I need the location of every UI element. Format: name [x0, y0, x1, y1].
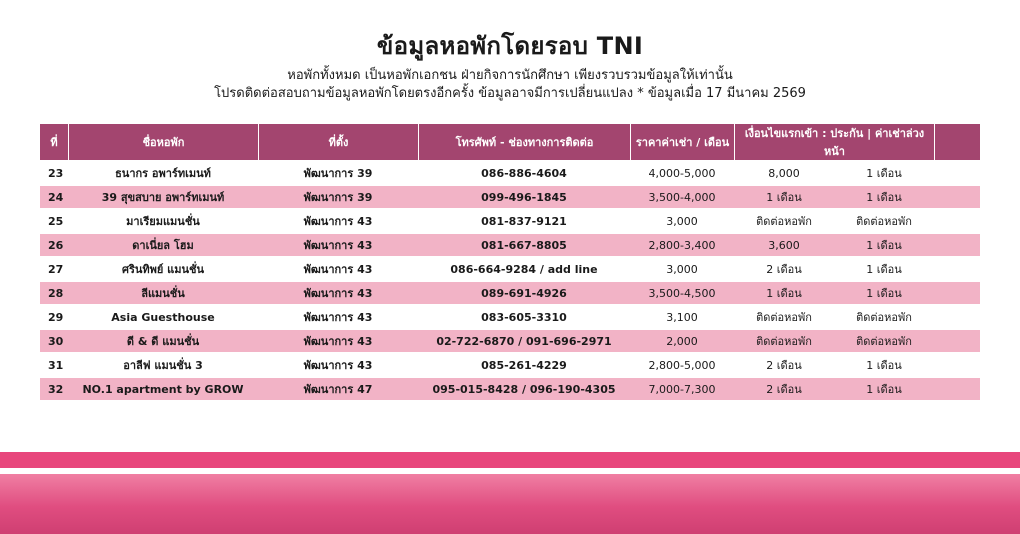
cell-phone: 081-667-8805 — [418, 234, 630, 256]
cell-rent: 2,000 — [630, 330, 734, 352]
table-row — [40, 354, 980, 376]
cell-rent: 3,000 — [630, 210, 734, 232]
cell-name: Asia Guesthouse — [68, 306, 258, 328]
cell-advance: 1 เดือน — [834, 234, 934, 256]
header-location: ที่ตั้ง — [258, 124, 418, 160]
cell-deposit: 1 เดือน — [734, 282, 834, 304]
cell-spacer — [934, 258, 980, 280]
cell-deposit: ติดต่อหอพัก — [734, 210, 834, 232]
cell-deposit: 8,000 — [734, 162, 834, 184]
cell-no: 28 — [40, 282, 68, 304]
cell-location: พัฒนาการ 39 — [258, 186, 418, 208]
cell-advance: ติดต่อหอพัก — [834, 210, 934, 232]
cell-rent: 4,000-5,000 — [630, 162, 734, 184]
decorative-stripe-bottom — [0, 474, 1020, 534]
cell-no: 30 — [40, 330, 68, 352]
cell-phone: 099-496-1845 — [418, 186, 630, 208]
table-row — [40, 186, 980, 208]
table-row — [40, 378, 980, 400]
table-row — [40, 234, 980, 256]
cell-location: พัฒนาการ 47 — [258, 378, 418, 400]
cell-name: 39 สุขสบาย อพาร์ทเมนท์ — [68, 186, 258, 208]
cell-spacer — [934, 306, 980, 328]
cell-rent: 3,500-4,000 — [630, 186, 734, 208]
cell-phone: 083-605-3310 — [418, 306, 630, 328]
cell-deposit: ติดต่อหอพัก — [734, 330, 834, 352]
table-row — [40, 210, 980, 232]
header-rent: ราคาค่าเช่า / เดือน — [630, 124, 734, 160]
cell-spacer — [934, 354, 980, 376]
cell-no: 23 — [40, 162, 68, 184]
cell-spacer — [934, 330, 980, 352]
cell-advance: 1 เดือน — [834, 282, 934, 304]
cell-name: ดาเนี่ยล โฮม — [68, 234, 258, 256]
cell-rent: 2,800-3,400 — [630, 234, 734, 256]
cell-rent: 7,000-7,300 — [630, 378, 734, 400]
table-row — [40, 162, 980, 184]
cell-deposit: 2 เดือน — [734, 354, 834, 376]
table-row — [40, 282, 980, 304]
header-spacer — [934, 124, 980, 160]
cell-phone: 085-261-4229 — [418, 354, 630, 376]
cell-phone: 02-722-6870 / 091-696-2971 — [418, 330, 630, 352]
subtitle-contact-note: โปรดติดต่อสอบถามข้อมูลหอพักโดยตรงอีกครั้ง ข้อมูลอาจมีการเปลี่ยนแปลง * ข้อมูลเมื่อ 17 มีนาคม 2569 — [214, 86, 806, 101]
table-row — [40, 330, 980, 352]
dormitory-table — [40, 122, 980, 402]
cell-advance: 1 เดือน — [834, 354, 934, 376]
cell-advance: 1 เดือน — [834, 378, 934, 400]
cell-no: 32 — [40, 378, 68, 400]
cell-no: 26 — [40, 234, 68, 256]
table-row — [40, 306, 980, 328]
cell-rent: 2,800-5,000 — [630, 354, 734, 376]
cell-phone: 095-015-8428 / 096-190-4305 — [418, 378, 630, 400]
cell-no: 24 — [40, 186, 68, 208]
cell-location: พัฒนาการ 43 — [258, 234, 418, 256]
cell-spacer — [934, 282, 980, 304]
subtitle-disclaimer: หอพักทั้งหมด เป็นหอพักเอกชน ฝ่ายกิจการนักศึกษา เพียงรวบรวมข้อมูลให้เท่านั้น — [287, 68, 733, 83]
cell-spacer — [934, 378, 980, 400]
cell-name: ธนากร อพาร์ทเมนท์ — [68, 162, 258, 184]
cell-deposit: 2 เดือน — [734, 258, 834, 280]
cell-phone: 081-837-9121 — [418, 210, 630, 232]
header-conditions: เงื่อนไขแรกเข้า : ประกัน | ค่าเช่าล่วงหน้า — [734, 124, 934, 160]
cell-advance: ติดต่อหอพัก — [834, 330, 934, 352]
decorative-stripe-top — [0, 452, 1020, 468]
cell-deposit: 2 เดือน — [734, 378, 834, 400]
page-title: ข้อมูลหอพักโดยรอบ TNI — [376, 32, 644, 60]
cell-deposit: 1 เดือน — [734, 186, 834, 208]
cell-no: 31 — [40, 354, 68, 376]
header-no: ที่ — [40, 124, 68, 160]
cell-phone: 086-886-4604 — [418, 162, 630, 184]
cell-spacer — [934, 186, 980, 208]
cell-rent: 3,500-4,500 — [630, 282, 734, 304]
cell-location: พัฒนาการ 43 — [258, 330, 418, 352]
cell-name: ลีแมนชั่น — [68, 282, 258, 304]
cell-spacer — [934, 210, 980, 232]
cell-advance: 1 เดือน — [834, 258, 934, 280]
table-header-row — [40, 124, 980, 160]
cell-name: อาลีฟ แมนชั่น 3 — [68, 354, 258, 376]
cell-location: พัฒนาการ 39 — [258, 162, 418, 184]
cell-no: 27 — [40, 258, 68, 280]
header-name: ชื่อหอพัก — [68, 124, 258, 160]
cell-rent: 3,000 — [630, 258, 734, 280]
cell-deposit: ติดต่อหอพัก — [734, 306, 834, 328]
cell-phone: 089-691-4926 — [418, 282, 630, 304]
cell-spacer — [934, 234, 980, 256]
cell-location: พัฒนาการ 43 — [258, 354, 418, 376]
cell-name: NO.1 apartment by GROW — [68, 378, 258, 400]
cell-no: 25 — [40, 210, 68, 232]
cell-advance: ติดต่อหอพัก — [834, 306, 934, 328]
cell-rent: 3,100 — [630, 306, 734, 328]
cell-deposit: 3,600 — [734, 234, 834, 256]
cell-no: 29 — [40, 306, 68, 328]
header-phone: โทรศัพท์ - ช่องทางการติดต่อ — [418, 124, 630, 160]
cell-name: ศรินทิพย์ แมนชั่น — [68, 258, 258, 280]
cell-location: พัฒนาการ 43 — [258, 282, 418, 304]
cell-spacer — [934, 162, 980, 184]
cell-name: ดี & ดี แมนชั่น — [68, 330, 258, 352]
cell-phone: 086-664-9284 / add line — [418, 258, 630, 280]
table-row — [40, 258, 980, 280]
cell-name: มาเรียมแมนชั่น — [68, 210, 258, 232]
cell-location: พัฒนาการ 43 — [258, 306, 418, 328]
cell-advance: 1 เดือน — [834, 162, 934, 184]
cell-location: พัฒนาการ 43 — [258, 258, 418, 280]
cell-location: พัฒนาการ 43 — [258, 210, 418, 232]
cell-advance: 1 เดือน — [834, 186, 934, 208]
